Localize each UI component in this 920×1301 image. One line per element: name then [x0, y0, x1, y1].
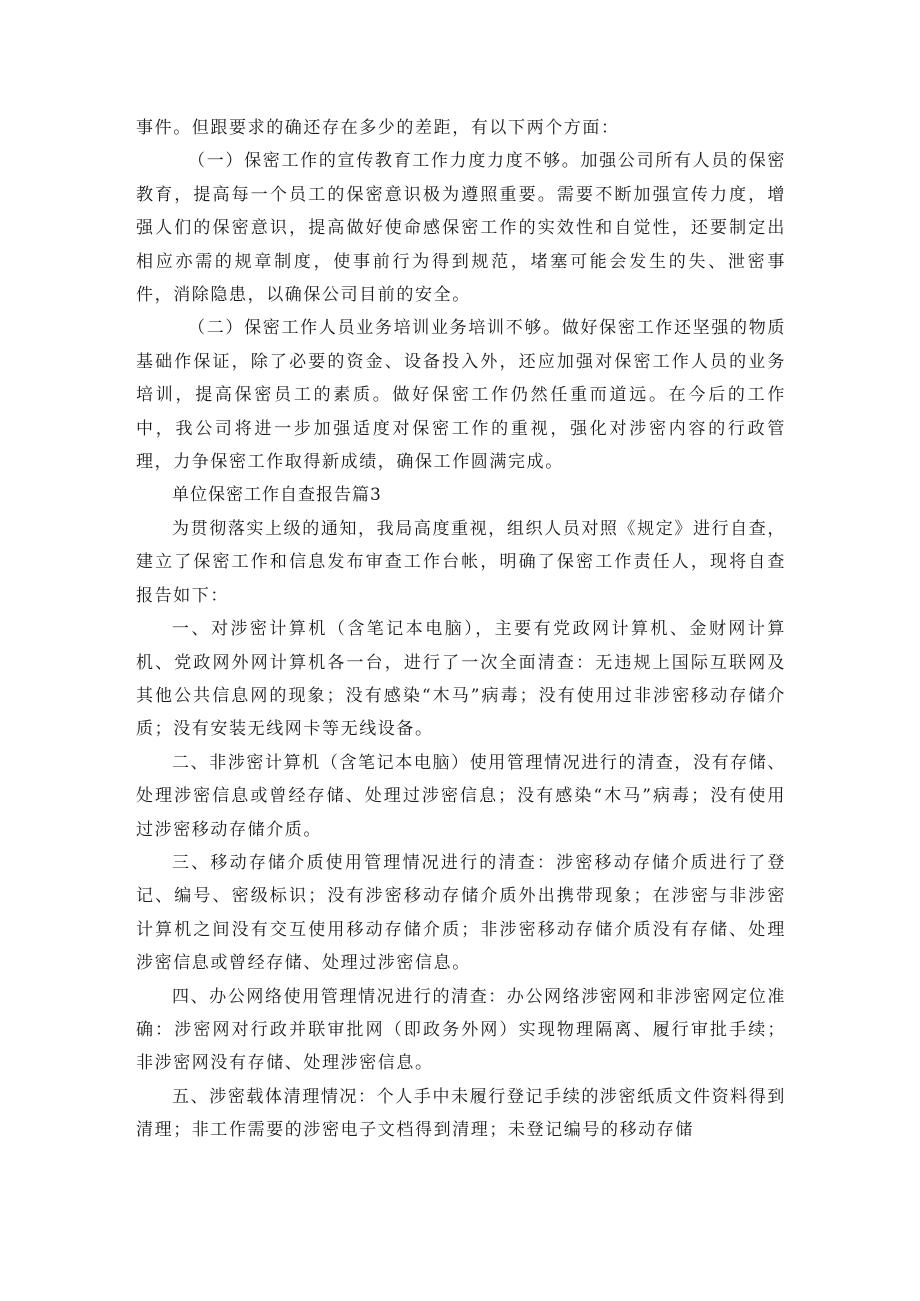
paragraph-point-2: （二）保密工作人员业务培训业务培训不够。做好保密工作还坚强的物质基础作保证，除了必要的资金、设备投入外，还应加强对保密工作人员的业务培训，提高保密员工的素质。做好保密工作仍然任重而道远。在今后的工作中，我公司将进一步加强适度对保密工作的重视，强化对涉密内容的行政管理，力争保密工作取得新成绩，确保工作圆满完成。: [136, 318, 786, 473]
section-heading: 单位保密工作自查报告篇3: [172, 485, 382, 506]
paragraph-item-1: 一、对涉密计算机（含笔记本电脑），主要有党政网计算机、金财网计算机、党政网外网计算机各一台，进行了一次全面清查：无违规上国际互联网及其他公共信息网的现象；没有感染“木马”病毒；没有使用过非涉密移动存储介质；没有安装无线网卡等无线设备。: [136, 619, 786, 740]
document-page: [136, 112, 786, 1148]
paragraph-item-2: 二、非涉密计算机（含笔记本电脑）使用管理情况进行的清查，没有存储、处理涉密信息或曾经存储、处理过涉密信息；没有感染“木马”病毒；没有使用过涉密移动存储介质。: [136, 752, 786, 840]
paragraph-item-5: 五、涉密载体清理情况：个人手中未履行登记手续的涉密纸质文件资料得到清理；非工作需要的涉密电子文档得到清理；未登记编号的移动存储: [136, 1086, 786, 1141]
paragraph-item-4: 四、办公网络使用管理情况进行的清查：办公网络涉密网和非涉密网定位准确：涉密网对行政并联审批网（即政务外网）实现物理隔离、履行审批手续；非涉密网没有存储、处理涉密信息。: [136, 986, 786, 1074]
paragraph-point-1: （一）保密工作的宣传教育工作力度力度不够。加强公司所有人员的保密教育，提高每一个员工的保密意识极为遵照重要。需要不断加强宣传力度，增强人们的保密意识，提高做好使命感保密工作的实效性和自觉性，还要制定出相应亦需的规章制度，使事前行为得到规范，堵塞可能会发生的失、泄密事件，消除隐患，以确保公司目前的安全。: [136, 151, 786, 306]
paragraph-continuation: 事件。但跟要求的确还存在多少的差距，有以下两个方面：: [136, 118, 620, 138]
paragraph-intro: 为贯彻落实上级的通知，我局高度重视，组织人员对照《规定》进行自查，建立了保密工作和信息发布审查工作台帐，明确了保密工作责任人，现将自查报告如下：: [136, 518, 786, 606]
paragraph-item-3: 三、移动存储介质使用管理情况进行的清查：涉密移动存储介质进行了登记、编号、密级标识；没有涉密移动存储介质外出携带现象；在涉密与非涉密计算机之间没有交互使用移动存储介质；非涉密移动存储介质没有存储、处理涉密信息或曾经存储、处理过涉密信息。: [136, 852, 786, 974]
